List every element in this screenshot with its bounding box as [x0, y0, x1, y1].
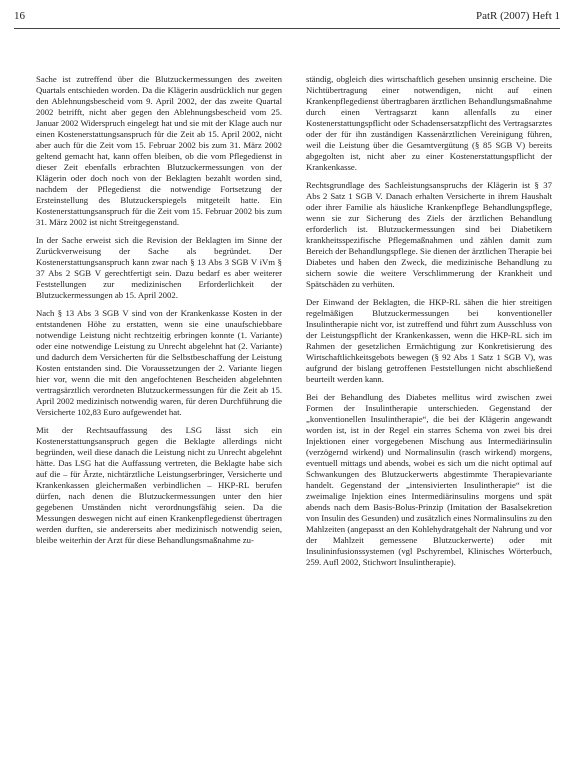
paragraph: Rechtsgrundlage des Sachleistungsanspruchs der Klägerin ist § 37 Abs 2 Satz 1 SGB V. Danach erhalten Versicherte in ihrem Haushalt oder ihrer Familie als häusliche Krankenpflege Behandlungspflege, wenn sie zur Sicherung des Ziels der ärztlichen Behandlung erforderlich ist. Blutzuckermessungen sind bei Diabetikern krankheitsspezifische Pflegemaßnahmen und zählen damit zum Bereich der Behandlungspflege. Sie dienen der ärztlichen Therapie bei Diabetes und haben den Zweck, die medizinische Behandlung zu sichern sowie die weitere Verschlimmerung der Krankheit und Spätschäden zu verhüten. [306, 180, 552, 289]
paragraph: Mit der Rechtsauffassung des LSG lässt sich ein Kostenerstattungsanspruch gegen die Beklagte allerdings nicht begründen, weil diese danach die Leistung nicht zu Unrecht abgelehnt hätte. Das LSG hat die Auffassung vertreten, die Beklagte habe sich auf die – für Ärzte, nichtärztliche Leistungserbringer, Versicherte und Krankenkassen gleichermaßen verbindlichen – HKP-RL berufen dürfen, nach denen die Blutzuckermessungen unter den hier gegebenen Umständen nicht verordnungsfähig seien. Da die Messungen deswegen nicht auf einen Krankenpflegedienst übertragen werden durften, sie andererseits aber medizinisch notwendig seien, bleibe weiterhin der Arzt für diese Behandlungsmaßnahme zu- [36, 425, 282, 545]
paragraph: ständig, obgleich dies wirtschaftlich gesehen unsinnig erscheine. Die Nichtübertragung einer notwendigen, nicht auf einen Krankenpflegedienst übertragbaren ärztlichen Behandlungsmaßnahme durch einen Vertragsarzt kann allenfalls zu einer Kostenerstattungspflicht oder Schadensersatzpflicht des Vertragsarztes oder der für ihn zuständigen Kassenärztlichen Vereinigung führen, weil die Leistung über die Gesamtvergütung (§ 85 SGB V) bereits abgegolten ist, nicht aber zu einer Kostenerstattungspflicht der Krankenkasse. [306, 74, 552, 172]
right-column [306, 74, 552, 760]
left-column [36, 74, 282, 760]
page-header [14, 6, 560, 29]
paragraph: Der Einwand der Beklagten, die HKP-RL sähen die hier streitigen regelmäßigen Blutzuckermessungen bei konventioneller Insulintherapie nicht vor, ist zutreffend und führt zum Ausschluss von der Leistungspflicht der Krankenkassen, wenn die HKP-RL sich im Rahmen der gesetzlichen Ermächtigung zur Konkretisierung des Wirtschaftlichkeitsgebots bewegen (§ 92 Abs 1 Satz 1 SGB V), was aufgrund der bislang getroffenen Feststellungen nicht abschließend beurteilt werden kann. [306, 297, 552, 384]
paragraph: Sache ist zutreffend über die Blutzuckermessungen des zweiten Quartals entschieden worden. Da die Klägerin ausdrücklich nur gegen den Ablehnungsbescheid vom 9. April 2002, der das zweite Quartal 2002 betrifft, nicht aber gegen den Ablehnungsbescheid vom 25. Januar 2002 Widerspruch eingelegt hat und sie mit der Klage auch nur einen Kostenerstattungsanspruch für die Zeit ab 15. April 2002, nicht aber auch für die Zeit vom 15. Februar 2002 bis zum 31. März 2002 geltend gemacht hat, kann offen bleiben, ob die vom Pflegedienst in dieser Zeit ebenfalls erbrachten Blutzuckermessungen von der Klägerin oder doch noch von der Beklagten bezahlt worden sind, nachdem der Pflegedienst die notwendige Fortsetzung der Ersteinstellung des Blutzuckerspiegels mitgeteilt hatte. Ein Kostenerstattungsanspruch für die Zeit vom 15. Februar 2002 bis zum 31. März 2002 ist nicht Streitgegenstand. [36, 74, 282, 227]
page-number: 16 [14, 10, 25, 22]
paragraph: Nach § 13 Abs 3 SGB V sind von der Krankenkasse Kosten in der entstandenen Höhe zu erstatten, wenn sie eine unaufschiebbare notwendige Leistung nicht rechtzeitig erbringen konnte (1. Variante) oder eine notwendige Leistung zu Unrecht abgelehnt hat (2. Variante) und dadurch dem Versicherten für die Selbstbeschaffung der Leistung Kosten entstanden sind. Die Voraussetzungen der 2. Variante liegen hier vor, wenn die mit den angefochtenen Bescheiden abgelehnten vertragsärztlich verordneten Blutzuckermessungen für die Zeit ab 15. April 2002 medizinisch notwendig waren, für deren Durchführung die Versicherte 102,83 Euro aufgewendet hat. [36, 308, 282, 417]
article-body [36, 74, 552, 760]
paragraph: In der Sache erweist sich die Revision der Beklagten im Sinne der Zurückverweisung der Sache als begründet. Der Kostenerstattungsanspruch kann zwar nach § 13 Abs 3 SGB V iVm § 37 Abs 2 SGB V gerechtfertigt sein. Dazu bedarf es aber weiterer Feststellungen zur medizinischen Erforderlichkeit der Blutzuckermessungen ab 15. April 2002. [36, 235, 282, 300]
paragraph: Bei der Behandlung des Diabetes mellitus wird zwischen zwei Formen der Insulintherapie unterschieden. Gegenstand der „konventionellen Insulintherapie“, die bei der Klägerin angewandt worden ist, ist in der Regel ein starres Schema von zwei bis drei Injektionen einer vorgegebenen Mischung aus Intermediärinsulin (verzögernd wirkend) und Normalinsulin (rasch wirkend) morgens, eventuell mittags und abends, wobei es sich um die nicht optimal auf Schwankungen des Blutzuckerwerts abgestimmte Therapievariante handelt. Gegenstand der „intensivierten Insulintherapie“ ist die zweimalige Injektion eines Intermediärinsulins morgens und spät abends nach dem Basis-Bolus-Prinzip (Imitation der Basalsekretion von Insulin des Gesunden) und zusätzlich eines Normalinsulins zu den Mahlzeiten (angepasst an den Kohlehydratgehalt der Nahrung und vor der Mahlzeit gemessene Blutzuckerwerte) oder mit Insulininfusionssystemen (vgl Pschyrembel, Klinisches Wörterbuch, 259. Aufl 2002, Stichwort Insulintherapie). [306, 392, 552, 567]
journal-reference: PatR (2007) Heft 1 [475, 10, 560, 22]
